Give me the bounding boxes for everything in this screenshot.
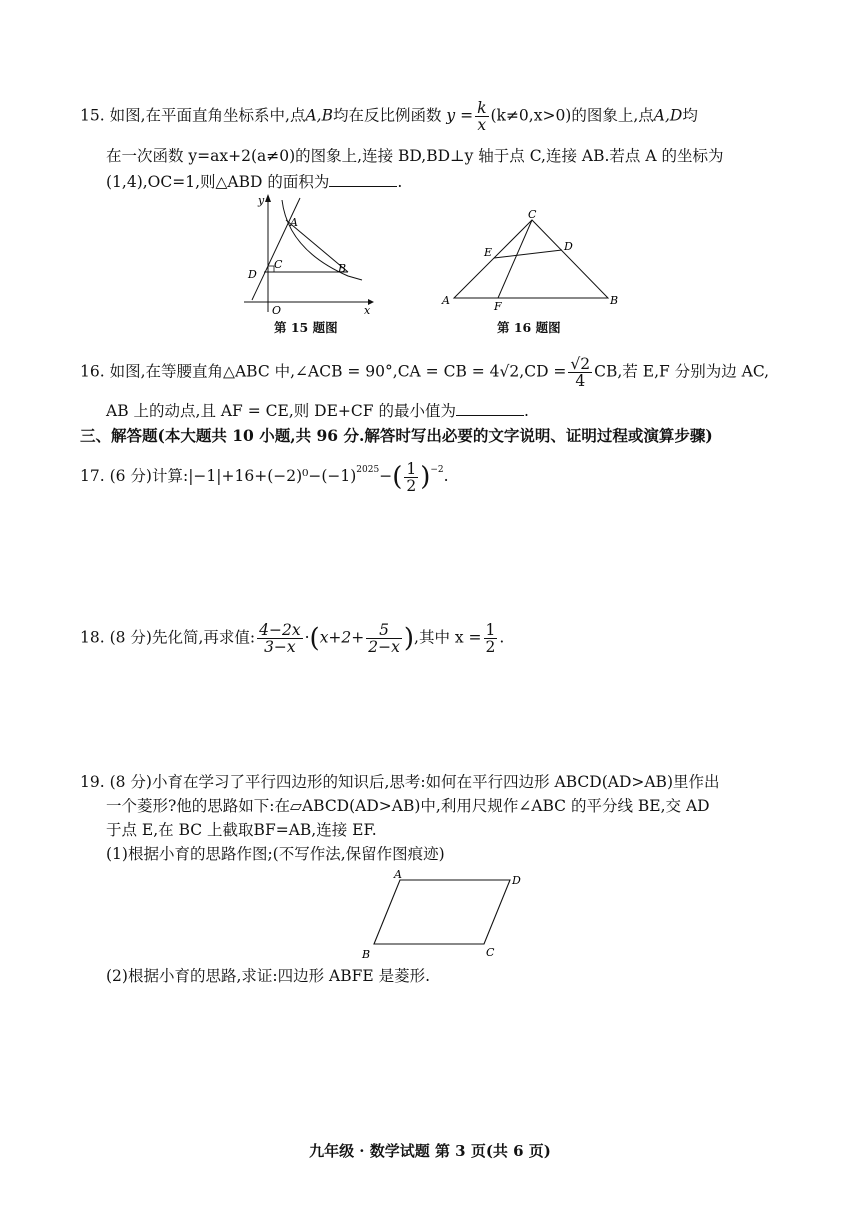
q15-line3: (1,4),OC=1,则△ABD 的面积为 . — [106, 173, 403, 191]
figure-16 — [438, 206, 624, 312]
fig15-label-B: B — [338, 262, 347, 275]
fig15-label-x: x — [364, 304, 371, 314]
q17: 17. (6 分)计算$:|-1|+16+(-2)^0-(-1)^{2025}-$( $\frac{1}{2}$ )$^{-2}$. — [80, 459, 449, 495]
fig16-label-C: C — [528, 208, 537, 221]
fig15-label-A: A — [290, 216, 298, 229]
fig19-label-A: A — [394, 868, 402, 881]
q19-line2: 一个菱形?他的思路如下:在▱ABCD(AD>AB)中,利用尺规作∠ABC 的平分线 BE,交 AD — [106, 797, 710, 815]
fig16-label-D: D — [564, 240, 573, 253]
q15-line1: 15. 如图,在平面直角坐标系中,点A,B均在反比例函数 y = $\frac{k}{x}$ (k≠0,x>0)的图象上,点A,D均 — [80, 99, 698, 134]
figure-19-parallelogram — [360, 866, 530, 962]
section-3-heading: 三、解答题(本大题共 10 小题,共 96 分.解答时写出必要的文字说明、证明过程或演算步骤) — [80, 426, 713, 445]
fig19-label-D: D — [512, 874, 521, 887]
q19-part2: (2)根据小育的思路,求证:四边形 ABFE 是菱形. — [106, 967, 431, 985]
q19-line3: 于点 E,在 BC 上截取BF=AB,连接 EF. — [106, 821, 377, 839]
fig15-label-O: O — [272, 304, 282, 314]
fig15-label-y: y — [258, 194, 265, 207]
q15-fraction: $\frac{k}{x}$ — [477, 99, 487, 134]
q15-line2: 在一次函数 y=ax+2(a≠0)的图象上,连接 BD,BD⊥y 轴于点 C,连接 AB.若点 A 的坐标为 — [106, 147, 724, 165]
fig16-label-A: A — [442, 294, 450, 307]
fig19-label-B: B — [362, 948, 371, 961]
figure-15-caption: 第 15 题图 — [274, 320, 338, 335]
fig15-label-D: D — [248, 268, 257, 281]
q19-line1: 19. (8 分)小育在学习了平行四边形的知识后,思考:如何在平行四边形 ABCD(AD>AB)里作出 — [80, 773, 720, 791]
page-footer: 九年级 · 数学试题 第 3 页(共 6 页) — [309, 1142, 551, 1160]
fig15-label-C: C — [274, 258, 283, 271]
answer-blank-15 — [329, 172, 397, 187]
q16-line1: 16. 如图,在等腰直角△ABC 中,∠ACB = 90°,CA = CB = 4√2,CD = $\frac{√2}{4}$ CB,若 E,F 分别为边 AC, — [80, 355, 770, 390]
q19-part1: (1)根据小育的思路作图;(不写作法,保留作图痕迹) — [106, 845, 445, 863]
fig16-label-E: E — [484, 246, 493, 259]
fig16-label-F: F — [494, 300, 502, 312]
fig16-label-B: B — [610, 294, 619, 307]
answer-blank-16 — [456, 401, 524, 416]
figure-16-caption: 第 16 题图 — [497, 320, 561, 335]
q16-line2: AB 上的动点,且 AF = CE,则 DE+CF 的最小值为 . — [106, 402, 529, 420]
fig19-label-C: C — [486, 946, 495, 959]
q16-fraction: $\frac{√2}{4}$ — [570, 355, 591, 390]
figure-15 — [238, 190, 378, 314]
q18: 18. (8 分)先化简,再求值: $\frac{4-2x}{3-x}$ ·(x+2+ $\frac{5}{2-x}$ ),其中 x = $\frac{1}{2}$ . — [80, 621, 505, 656]
